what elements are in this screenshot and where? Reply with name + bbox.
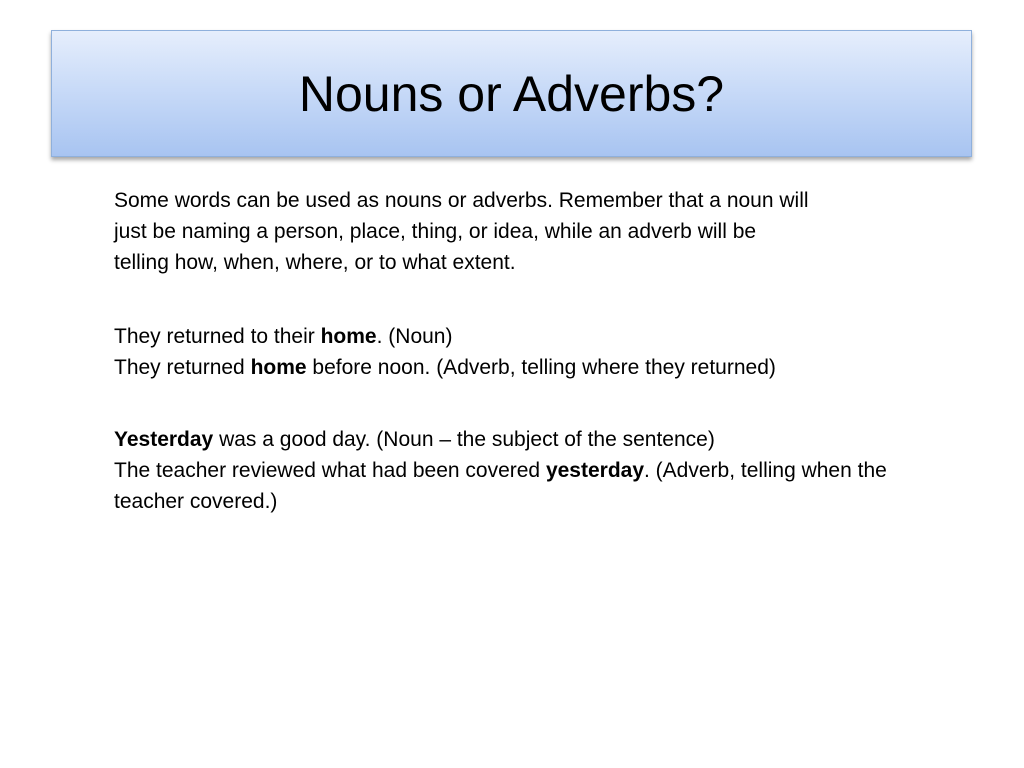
yesterday-adverb-post: . (Adverb, telling when the teacher covered.) <box>114 459 887 513</box>
home-adverb-pre: They returned <box>114 356 251 379</box>
home-adverb-post: before noon. (Adverb, telling where they returned) <box>306 356 776 379</box>
slide-body <box>114 185 894 558</box>
home-adverb-keyword: home <box>250 356 307 379</box>
yesterday-adverb-sentence <box>114 455 894 517</box>
yesterday-noun-keyword: Yesterday <box>114 428 214 451</box>
home-adverb-sentence <box>114 352 894 383</box>
yesterday-adverb-keyword: yesterday <box>545 459 645 482</box>
yesterday-noun-sentence <box>114 424 894 455</box>
home-noun-post: . (Noun) <box>376 325 453 348</box>
home-noun-sentence <box>114 321 894 352</box>
slide-title: Nouns or Adverbs? <box>298 65 725 122</box>
yesterday-adverb-pre: The teacher reviewed what had been covered <box>114 459 546 482</box>
home-example-paragraph <box>114 321 894 383</box>
yesterday-example-paragraph <box>114 424 894 517</box>
intro-paragraph: Some words can be used as nouns or adverbs. Remember that a noun will just be naming a person, place, thing, or idea, while an adverb will be telling how, when, where, or to what extent. <box>114 189 809 274</box>
title-banner <box>51 30 972 157</box>
home-noun-pre: They returned to their <box>114 325 321 348</box>
yesterday-noun-post: was a good day. (Noun – the subject of the sentence) <box>213 428 715 451</box>
home-noun-keyword: home <box>320 325 377 348</box>
